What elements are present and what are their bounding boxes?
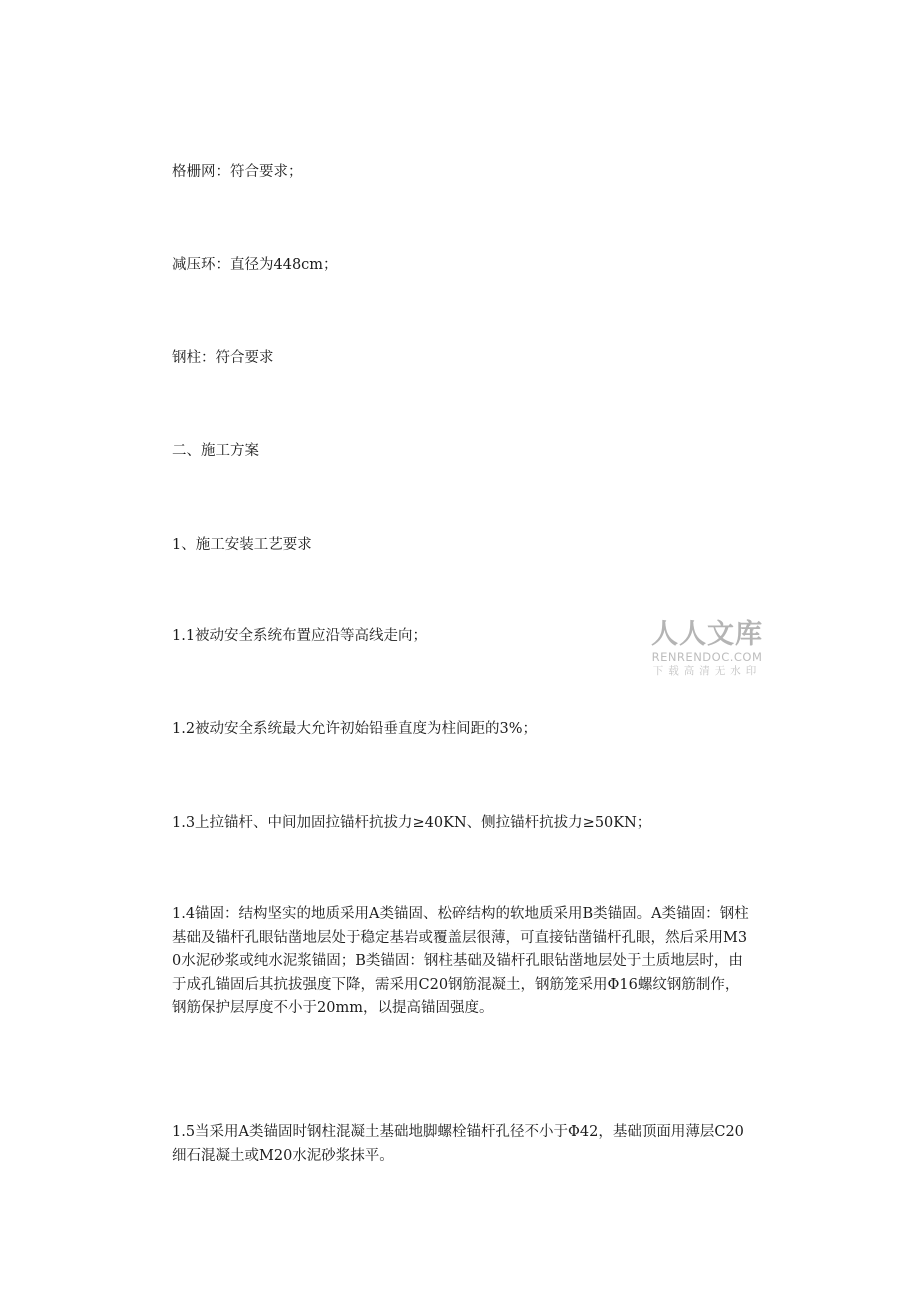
watermark-logo: 人人文库 [651, 619, 763, 650]
paragraph-item-1-1: 1.1被动安全系统布置应沿等高线走向； [172, 628, 428, 644]
paragraph-pressure-ring: 减压环：直径为448cm； [172, 257, 338, 273]
paragraph-item-1-4: 1.4锚固：结构坚实的地质采用A类锚固、松碎结构的软地质采用B类锚固。A类锚固：钢柱基础及锚杆孔眼钻凿地层处于稳定基岩或覆盖层很薄，可直接钻凿锚杆孔眼，然后采用M30水泥砂浆或纯水泥浆锚固；B类锚固：钢柱基础及锚杆孔眼钻凿地层处于土质地层时，由于成孔锚固后其抗拔强度下降，需采用C20钢筋混凝土，钢筋笼采用Φ16螺纹钢筋制作，钢筋保护层厚度不小于20mm，以提高锚固强度。 [172, 906, 749, 1016]
paragraph-item-1-3: 1.3上拉锚杆、中间加固拉锚杆抗拔力≥40KN、侧拉锚杆抗拔力≥50KN； [172, 815, 652, 831]
watermark-tagline: 下载高清无水印 [652, 665, 762, 677]
subsection-heading-installation: 1、施工安装工艺要求 [172, 537, 312, 553]
watermark-url: RENRENDOC.COM [651, 650, 763, 664]
paragraph-steel-column: 钢柱：符合要求 [172, 350, 274, 366]
section-heading-construction-plan: 二、施工方案 [172, 443, 259, 459]
paragraph-item-1-2: 1.2被动安全系统最大允许初始铅垂直度为柱间距的3%； [172, 721, 538, 737]
paragraph-grid-mesh: 格栅网：符合要求； [172, 164, 303, 180]
watermark [642, 620, 772, 678]
paragraph-item-1-5: 1.5当采用A类锚固时钢柱混凝土基础地脚螺栓锚杆孔径不小于Φ42，基础顶面用薄层C20细石混凝土或M20水泥砂浆抹平。 [172, 1124, 744, 1164]
